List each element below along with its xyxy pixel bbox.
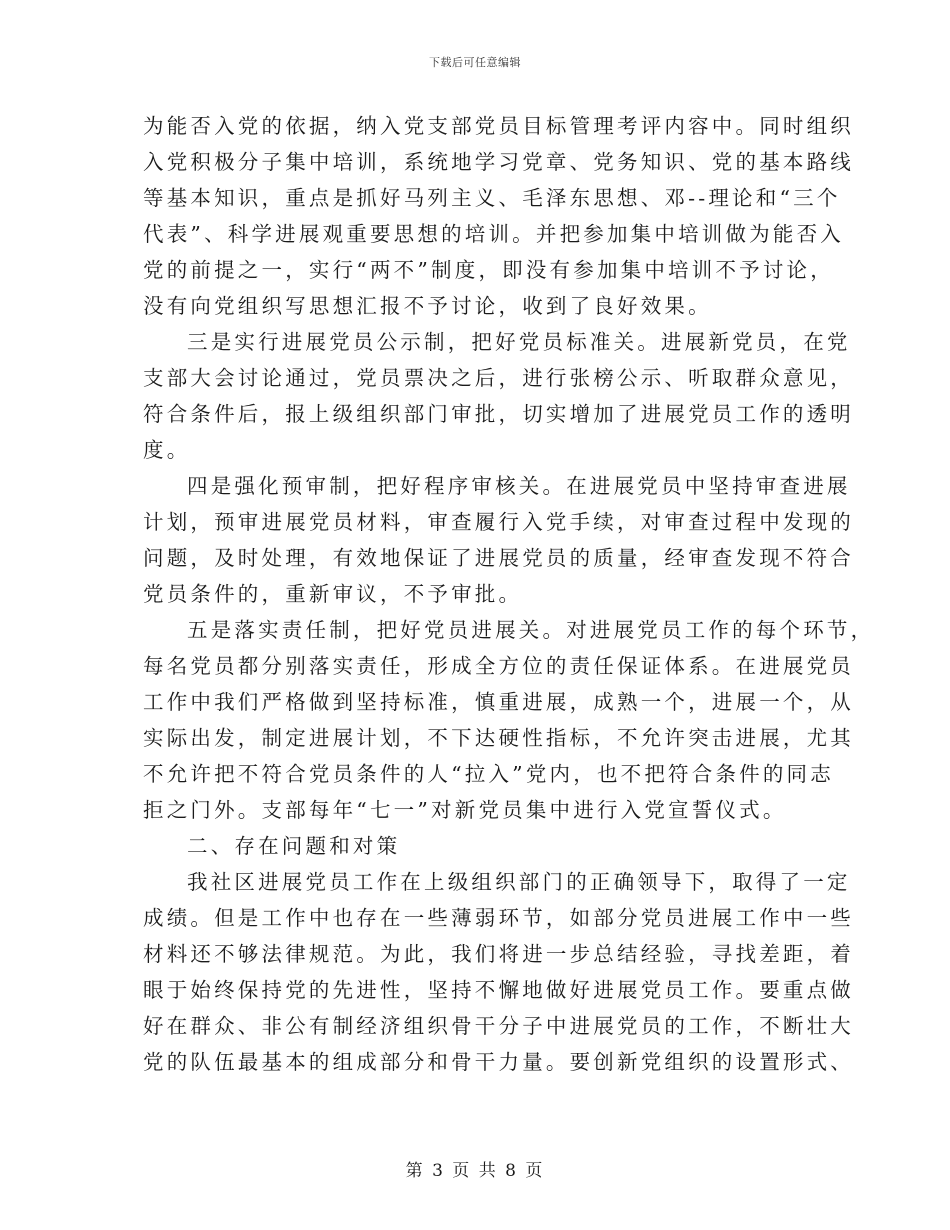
- text-line: 支部大会讨论通过，党员票决之后，进行张榜公示、听取群众意见，: [143, 366, 854, 390]
- text-line: 党员条件的，重新审议，不予审批。: [143, 582, 523, 606]
- text-line: 每名党员都分别落实责任，形成全方位的责任保证体系。在进展党员: [143, 654, 854, 678]
- text-line: 没有向党组织写思想汇报不予讨论，收到了良好效果。: [143, 294, 712, 318]
- text-line: 入党积极分子集中培训，系统地学习党章、党务知识、党的基本路线: [143, 150, 854, 174]
- text-line: 代表”、科学进展观重要思想的培训。并把参加集中培训做为能否入: [143, 222, 844, 246]
- text-line: 等基本知识，重点是抓好马列主义、毛泽东思想、邓--理论和“三个: [143, 186, 841, 210]
- text-line: 眼于始终保持党的先进性，坚持不懈地做好进展党员工作。要重点做: [143, 978, 854, 1002]
- text-line: 成绩。但是工作中也存在一些薄弱环节，如部分党员进展工作中一些: [143, 906, 854, 930]
- document-body: [143, 108, 875, 1080]
- text-line: 工作中我们严格做到坚持标准，慎重进展，成熟一个，进展一个，从: [143, 690, 854, 714]
- text-line: 问题，及时处理，有效地保证了进展党员的质量，经审查发现不符合: [143, 546, 854, 570]
- page-number-footer: 第 3 页 共 8 页: [405, 1161, 545, 1181]
- text-line: 计划，预审进展党员材料，审查履行入党手续，对审查过程中发现的: [143, 510, 854, 534]
- text-line: 为能否入党的依据，纳入党支部党员目标管理考评内容中。同时组织: [143, 114, 854, 138]
- text-line: 党的队伍最基本的组成部分和骨干力量。要创新党组织的设置形式、: [143, 1050, 854, 1074]
- text-line: 度。: [143, 438, 191, 462]
- text-line: 三是实行进展党员公示制，把好党员标准关。进展新党员，在党: [187, 330, 851, 354]
- text-line: 实际出发，制定进展计划，不下达硬性指标，不允许突击进展，尤其: [143, 726, 854, 750]
- text-line: 不允许把不符合党员条件的人“拉入”党内，也不把符合条件的同志: [143, 762, 834, 786]
- text-line: 二、存在问题和对策: [187, 834, 401, 858]
- text-line: 我社区进展党员工作在上级组织部门的正确领导下，取得了一定: [187, 870, 851, 894]
- text-line: 材料还不够法律规范。为此，我们将进一步总结经验，寻找差距，着: [143, 942, 854, 966]
- text-line: 五是落实责任制，把好党员进展关。对进展党员工作的每个环节，: [187, 618, 875, 642]
- text-line: 党的前提之一，实行“两不”制度，即没有参加集中培训不予讨论，: [143, 258, 834, 282]
- text-line: 好在群众、非公有制经济组织骨干分子中进展党员的工作，不断壮大: [143, 1014, 854, 1038]
- page-header: 下载后可任意编辑: [429, 56, 521, 69]
- text-line: 拒之门外。支部每年“七一”对新党员集中进行入党宣誓仪式。: [143, 798, 787, 822]
- text-line: 符合条件后，报上级组织部门审批，切实增加了进展党员工作的透明: [143, 402, 854, 426]
- text-line: 四是强化预审制，把好程序审核关。在进展党员中坚持审查进展: [187, 474, 851, 498]
